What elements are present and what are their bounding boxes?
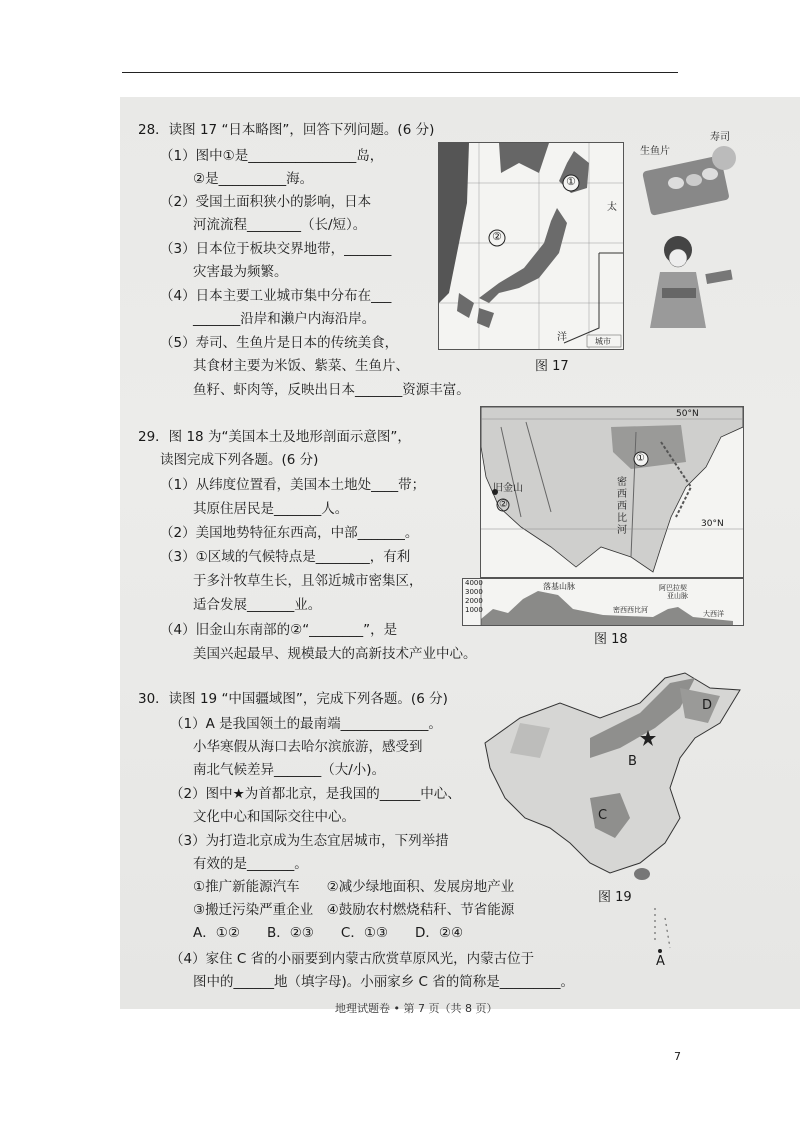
header-rule — [122, 72, 678, 73]
label-d: D — [702, 698, 713, 713]
q29-line: 其原住居民是_______人。 — [193, 501, 349, 517]
label-region-1: ① — [636, 453, 645, 464]
figure-18-label: 图 18 — [594, 632, 628, 647]
label-atlantic: 大西洋 — [703, 610, 724, 618]
label-30n: 30°N — [701, 519, 724, 529]
terrain-profile — [462, 578, 744, 626]
q29-line: （2）美国地势特征东西高，中部_______。 — [160, 525, 419, 541]
q30-line: 小华寒假从海口去哈尔滨旅游，感受到 — [193, 739, 423, 755]
label-region-2: ② — [499, 499, 508, 510]
label-a: A — [656, 954, 665, 969]
q29-line: 适合发展_______业。 — [193, 597, 322, 613]
china-map — [480, 668, 742, 968]
q28-line: （2）受国土面积狭小的影响，日本 — [160, 194, 372, 210]
page-number: 7 — [674, 1050, 681, 1063]
label-1: ① — [566, 175, 576, 188]
label-appalachian-2: 亚山脉 — [667, 592, 688, 600]
q30-line: 有效的是_______。 — [193, 856, 308, 872]
label-2: ② — [492, 230, 502, 243]
q30-line: （4）家住 C 省的小丽要到内蒙古欣赏草原风光，内蒙古位于 — [170, 951, 535, 967]
q30-line: （3）为打造北京成为生态宜居城市，下列举措 — [170, 833, 449, 849]
label-ocean-2: 洋 — [557, 332, 567, 343]
label-sashimi: 生鱼片 — [640, 146, 670, 157]
label-c: C — [598, 808, 608, 823]
figure-19-label: 图 19 — [598, 890, 632, 905]
q28-line: _______沿岸和濑户内海沿岸。 — [193, 311, 376, 327]
food-photo — [636, 128, 744, 224]
q29-line: （4）旧金山东南部的②“________”，是 — [160, 622, 398, 638]
q30-line: 图中的______地（填字母)。小丽家乡 C 省的简称是_________。 — [193, 974, 575, 990]
q29-line: 于多汁牧草生长，且邻近城市密集区， — [193, 573, 423, 589]
kimono-illustration — [640, 232, 740, 328]
japan-map — [438, 142, 624, 350]
q29-line: （3）①区域的气候特点是________，有利 — [160, 549, 411, 565]
label-mississippi: 密西西比河 — [617, 477, 627, 536]
label-ocean-1: 太 — [607, 202, 617, 213]
label-b: B — [628, 754, 637, 769]
footer: 地理试题卷 • 第 7 页（共 8 页） — [335, 1002, 498, 1015]
q29-heading: 29．图 18 为“美国本土及地形剖面示意图”， — [138, 429, 411, 445]
figure-17-label: 图 17 — [535, 359, 569, 374]
q30-option-line: ③搬迁污染严重企业 ④鼓励农村燃烧秸秆、节省能源 — [193, 902, 515, 918]
q28-line: 灾害最为频繁。 — [193, 264, 288, 280]
q29-line: 读图完成下列各题。(6 分) — [160, 452, 319, 468]
q28-heading: 28．读图 17 “日本略图”，回答下列问题。(6 分) — [138, 122, 435, 138]
q30-line: （1）A 是我国领土的最南端_____________。 — [170, 716, 442, 732]
tick-1000: 1000 — [465, 606, 483, 614]
q30-option-line: ①推广新能源汽车 ②减少绿地面积、发展房地产业 — [193, 879, 515, 895]
q28-line: ②是__________海。 — [193, 171, 314, 187]
q30-heading: 30．读图 19 “中国疆域图”，完成下列各题。(6 分) — [138, 691, 448, 707]
q30-line: （2）图中★为首都北京，是我国的______中心、 — [170, 786, 461, 802]
label-rockies: 落基山脉 — [543, 582, 575, 591]
q28-line: 河流流程________（长/短）。 — [193, 217, 367, 233]
q30-choices: A．①② B．②③ C．①③ D．②④ — [193, 925, 464, 941]
tick-2000: 2000 — [465, 597, 483, 605]
tick-3000: 3000 — [465, 588, 483, 596]
q29-line: 美国兴起最早、规模最大的高新技术产业中心。 — [193, 646, 477, 662]
q28-line: 鱼籽、虾肉等，反映出日本_______资源丰富。 — [193, 382, 470, 398]
q30-line: 文化中心和国际交往中心。 — [193, 809, 355, 825]
q28-line: （5）寿司、生鱼片是日本的传统美食， — [160, 335, 399, 351]
q29-line: （1）从纬度位置看，美国本土地处____带； — [160, 477, 426, 493]
q28-line: （3）日本位于板块交界地带，_______ — [160, 241, 392, 257]
label-appalachian-1: 阿巴拉契 — [659, 584, 687, 592]
legend-city: 城市 — [595, 337, 611, 346]
q28-line: （1）图中①是________________岛， — [160, 148, 384, 164]
label-50n: 50°N — [676, 409, 699, 419]
label-sushi: 寿司 — [710, 132, 730, 143]
q28-line: 其食材主要为米饭、紫菜、生鱼片、 — [193, 358, 409, 374]
q28-line: （4）日本主要工业城市集中分布在___ — [160, 288, 392, 304]
label-san-francisco: 旧金山 — [493, 483, 523, 494]
q30-line: 南北气候差异_______（大/小)。 — [193, 762, 386, 778]
tick-4000: 4000 — [465, 579, 483, 587]
usa-map — [480, 406, 744, 578]
label-profile-mississippi: 密西西比河 — [613, 606, 648, 614]
